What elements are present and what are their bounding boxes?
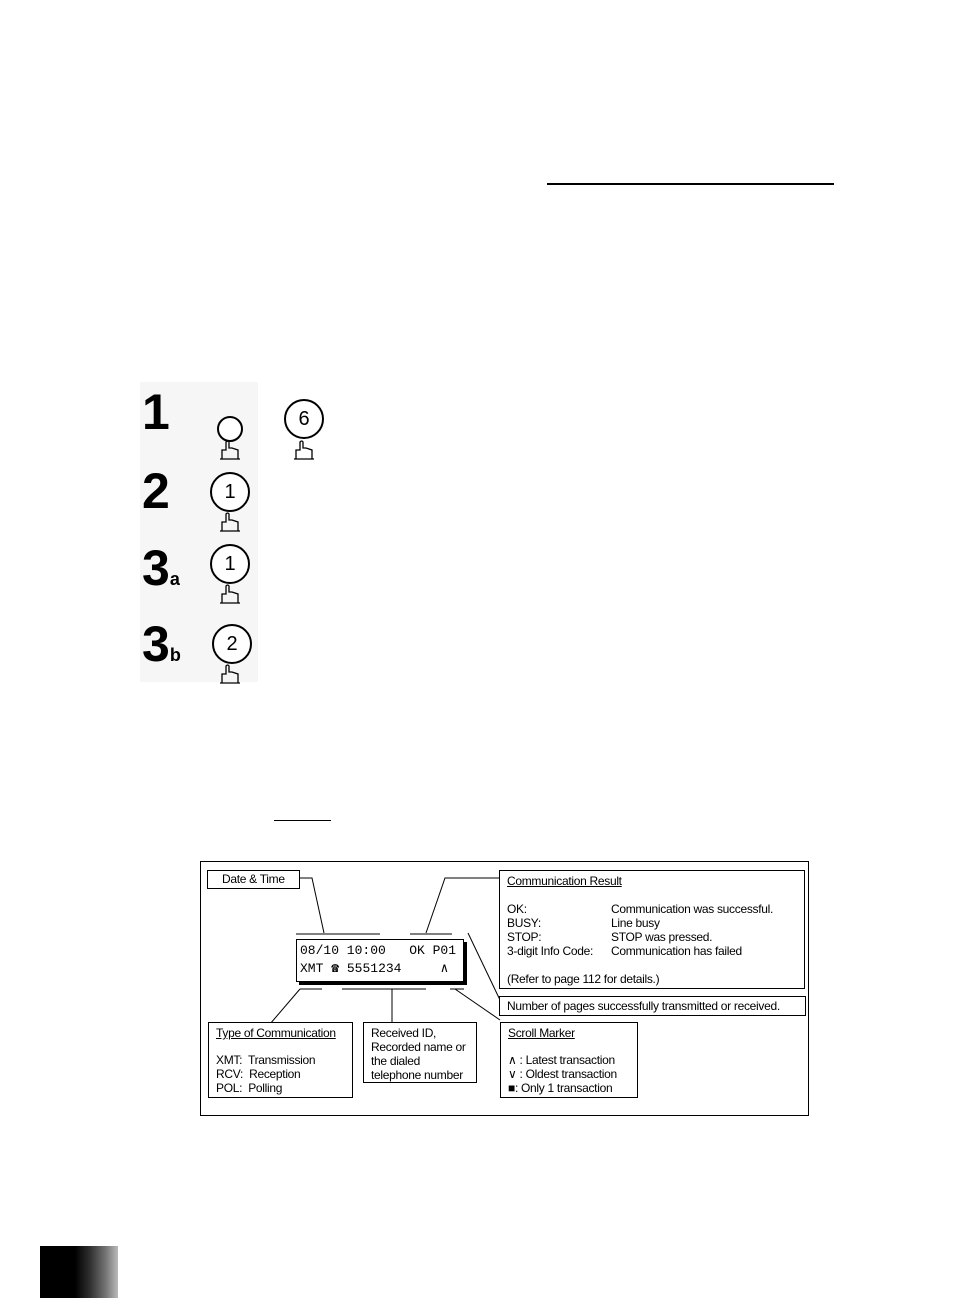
scroll-marker-title: Scroll Marker [508, 1026, 575, 1040]
step-1-number: 1 [142, 384, 169, 440]
date-time-label: Date & Time [207, 870, 300, 889]
key-6-button[interactable]: 6 [284, 399, 324, 439]
step-3a-number: 3a [142, 540, 179, 596]
comm-type-row: POL: Polling [216, 1081, 283, 1095]
result-row: STOP: STOP was pressed. [507, 930, 713, 944]
result-row: OK: Communication was successful. [507, 902, 774, 916]
scroll-marker-row: ∧ : Latest transaction [508, 1053, 615, 1067]
type-of-communication-box [208, 1022, 353, 1098]
scroll-marker-up-icon: ∧ [440, 961, 449, 976]
scroll-marker-row: ∨ : Oldest transaction [508, 1067, 617, 1081]
communication-result-title: Communication Result [507, 874, 622, 888]
scroll-marker-row: ■: Only 1 transaction [508, 1081, 613, 1095]
comm-type-row: XMT: Transmission [216, 1053, 316, 1067]
phone-icon: ☎ [331, 961, 340, 976]
pages-count-label: Number of pages successfully transmitted or received. [499, 996, 806, 1016]
refer-note: (Refer to page 112 for details.) [507, 972, 660, 986]
lcd-display [296, 939, 464, 982]
communication-result-box [499, 870, 805, 989]
comm-type-row: RCV: Reception [216, 1067, 301, 1081]
result-row: 3-digit Info Code: Communication has failed [507, 944, 742, 958]
step-3b-number: 3b [142, 616, 180, 672]
received-id-line: Received ID, [371, 1026, 437, 1040]
lcd-line-2: XMT ☎ 5551234 ∧ [300, 961, 449, 976]
key-1-button[interactable]: 1 [210, 544, 250, 584]
scroll-marker-box [500, 1022, 638, 1098]
lcd-line-1: 08/10 10:00 OK P01 [300, 943, 457, 958]
key-1-button[interactable]: 1 [210, 472, 250, 512]
result-row: BUSY: Line busy [507, 916, 660, 930]
received-id-line: telephone number [371, 1068, 463, 1082]
received-id-line: the dialed [371, 1054, 421, 1068]
key-2-button[interactable]: 2 [212, 624, 252, 664]
type-of-communication-title: Type of Communication [216, 1026, 336, 1040]
scan-artifact [40, 1246, 118, 1298]
step-2-number: 2 [142, 463, 169, 519]
received-id-box [363, 1022, 477, 1083]
received-id-line: Recorded name or [371, 1040, 466, 1054]
